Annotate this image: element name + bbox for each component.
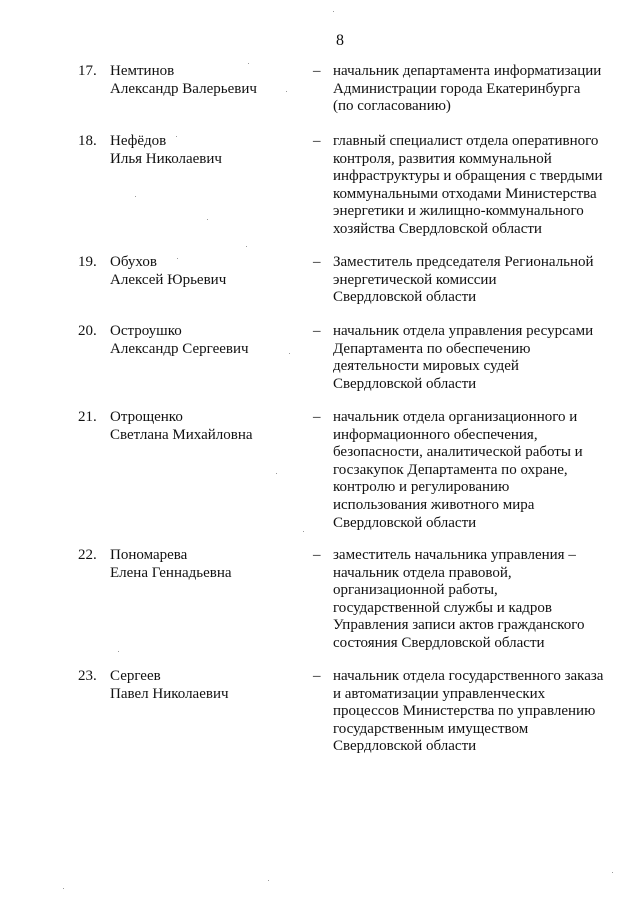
dash-separator: – — [313, 668, 321, 684]
entry-number: 18. — [78, 133, 97, 149]
scan-speck — [333, 11, 334, 12]
dash-separator: – — [313, 547, 321, 563]
scan-speck — [177, 258, 178, 259]
member-name: Нефёдов Илья Николаевич — [110, 133, 222, 167]
entry-number: 20. — [78, 323, 97, 339]
member-position: главный специалист отдела оперативного контроля, развития коммунальной инфраструктуры и обращения с твердыми коммунальными отходами Министерства энергетики и жилищно-коммунального хозяйства Свердловской области — [333, 133, 603, 237]
member-name: Пономарева Елена Геннадьевна — [110, 547, 232, 581]
scan-speck — [135, 196, 136, 197]
member-position: заместитель начальника управления – начальник отдела правовой, организационной работы, государственной службы и кадров Управления записи актов гражданского состояния Свердловской области — [333, 547, 585, 651]
scan-speck — [176, 136, 177, 137]
scan-speck — [303, 531, 304, 532]
entry-number: 17. — [78, 63, 97, 79]
member-name: Остроушко Александр Сергеевич — [110, 323, 249, 357]
entry-number: 19. — [78, 254, 97, 270]
scan-speck — [612, 872, 613, 873]
page-number: 8 — [336, 32, 344, 49]
dash-separator: – — [313, 133, 321, 149]
entry-number: 21. — [78, 409, 97, 425]
member-position: начальник отдела управления ресурсами Департамента по обеспечению деятельности мировых судей Свердловской области — [333, 323, 594, 392]
scan-speck — [118, 651, 119, 652]
dash-separator: – — [313, 254, 321, 270]
member-position: начальник отдела организационного и информационного обеспечения, безопасности, аналитической работы и госзакупок Департамента по охране, контролю и регулированию использования животного мира Свердловской области — [333, 409, 583, 531]
member-position: начальник отдела государственного заказа и автоматизации управленческих процессов Министерства по управлению государственным имуществом Свердловской области — [333, 668, 604, 755]
member-name: Отрощенко Светлана Михайловна — [110, 409, 253, 443]
member-position: Заместитель председателя Региональной энергетической комиссии Свердловской области — [333, 254, 594, 306]
dash-separator: – — [313, 409, 321, 425]
member-name: Обухов Алексей Юрьевич — [110, 254, 227, 288]
scan-speck — [289, 353, 290, 354]
scan-speck — [207, 219, 208, 220]
scan-speck — [286, 91, 287, 92]
scan-speck — [276, 473, 277, 474]
scan-speck — [63, 888, 64, 889]
dash-separator: – — [313, 323, 321, 339]
scan-speck — [248, 63, 249, 64]
member-name: Немтинов Александр Валерьевич — [110, 63, 257, 97]
entry-number: 23. — [78, 668, 97, 684]
member-position: начальник департамента информатизации Администрации города Екатеринбурга (по согласованию) — [333, 63, 602, 115]
member-name: Сергеев Павел Николаевич — [110, 668, 229, 702]
entry-number: 22. — [78, 547, 97, 563]
dash-separator: – — [313, 63, 321, 79]
scan-speck — [268, 880, 269, 881]
scan-speck — [246, 246, 247, 247]
